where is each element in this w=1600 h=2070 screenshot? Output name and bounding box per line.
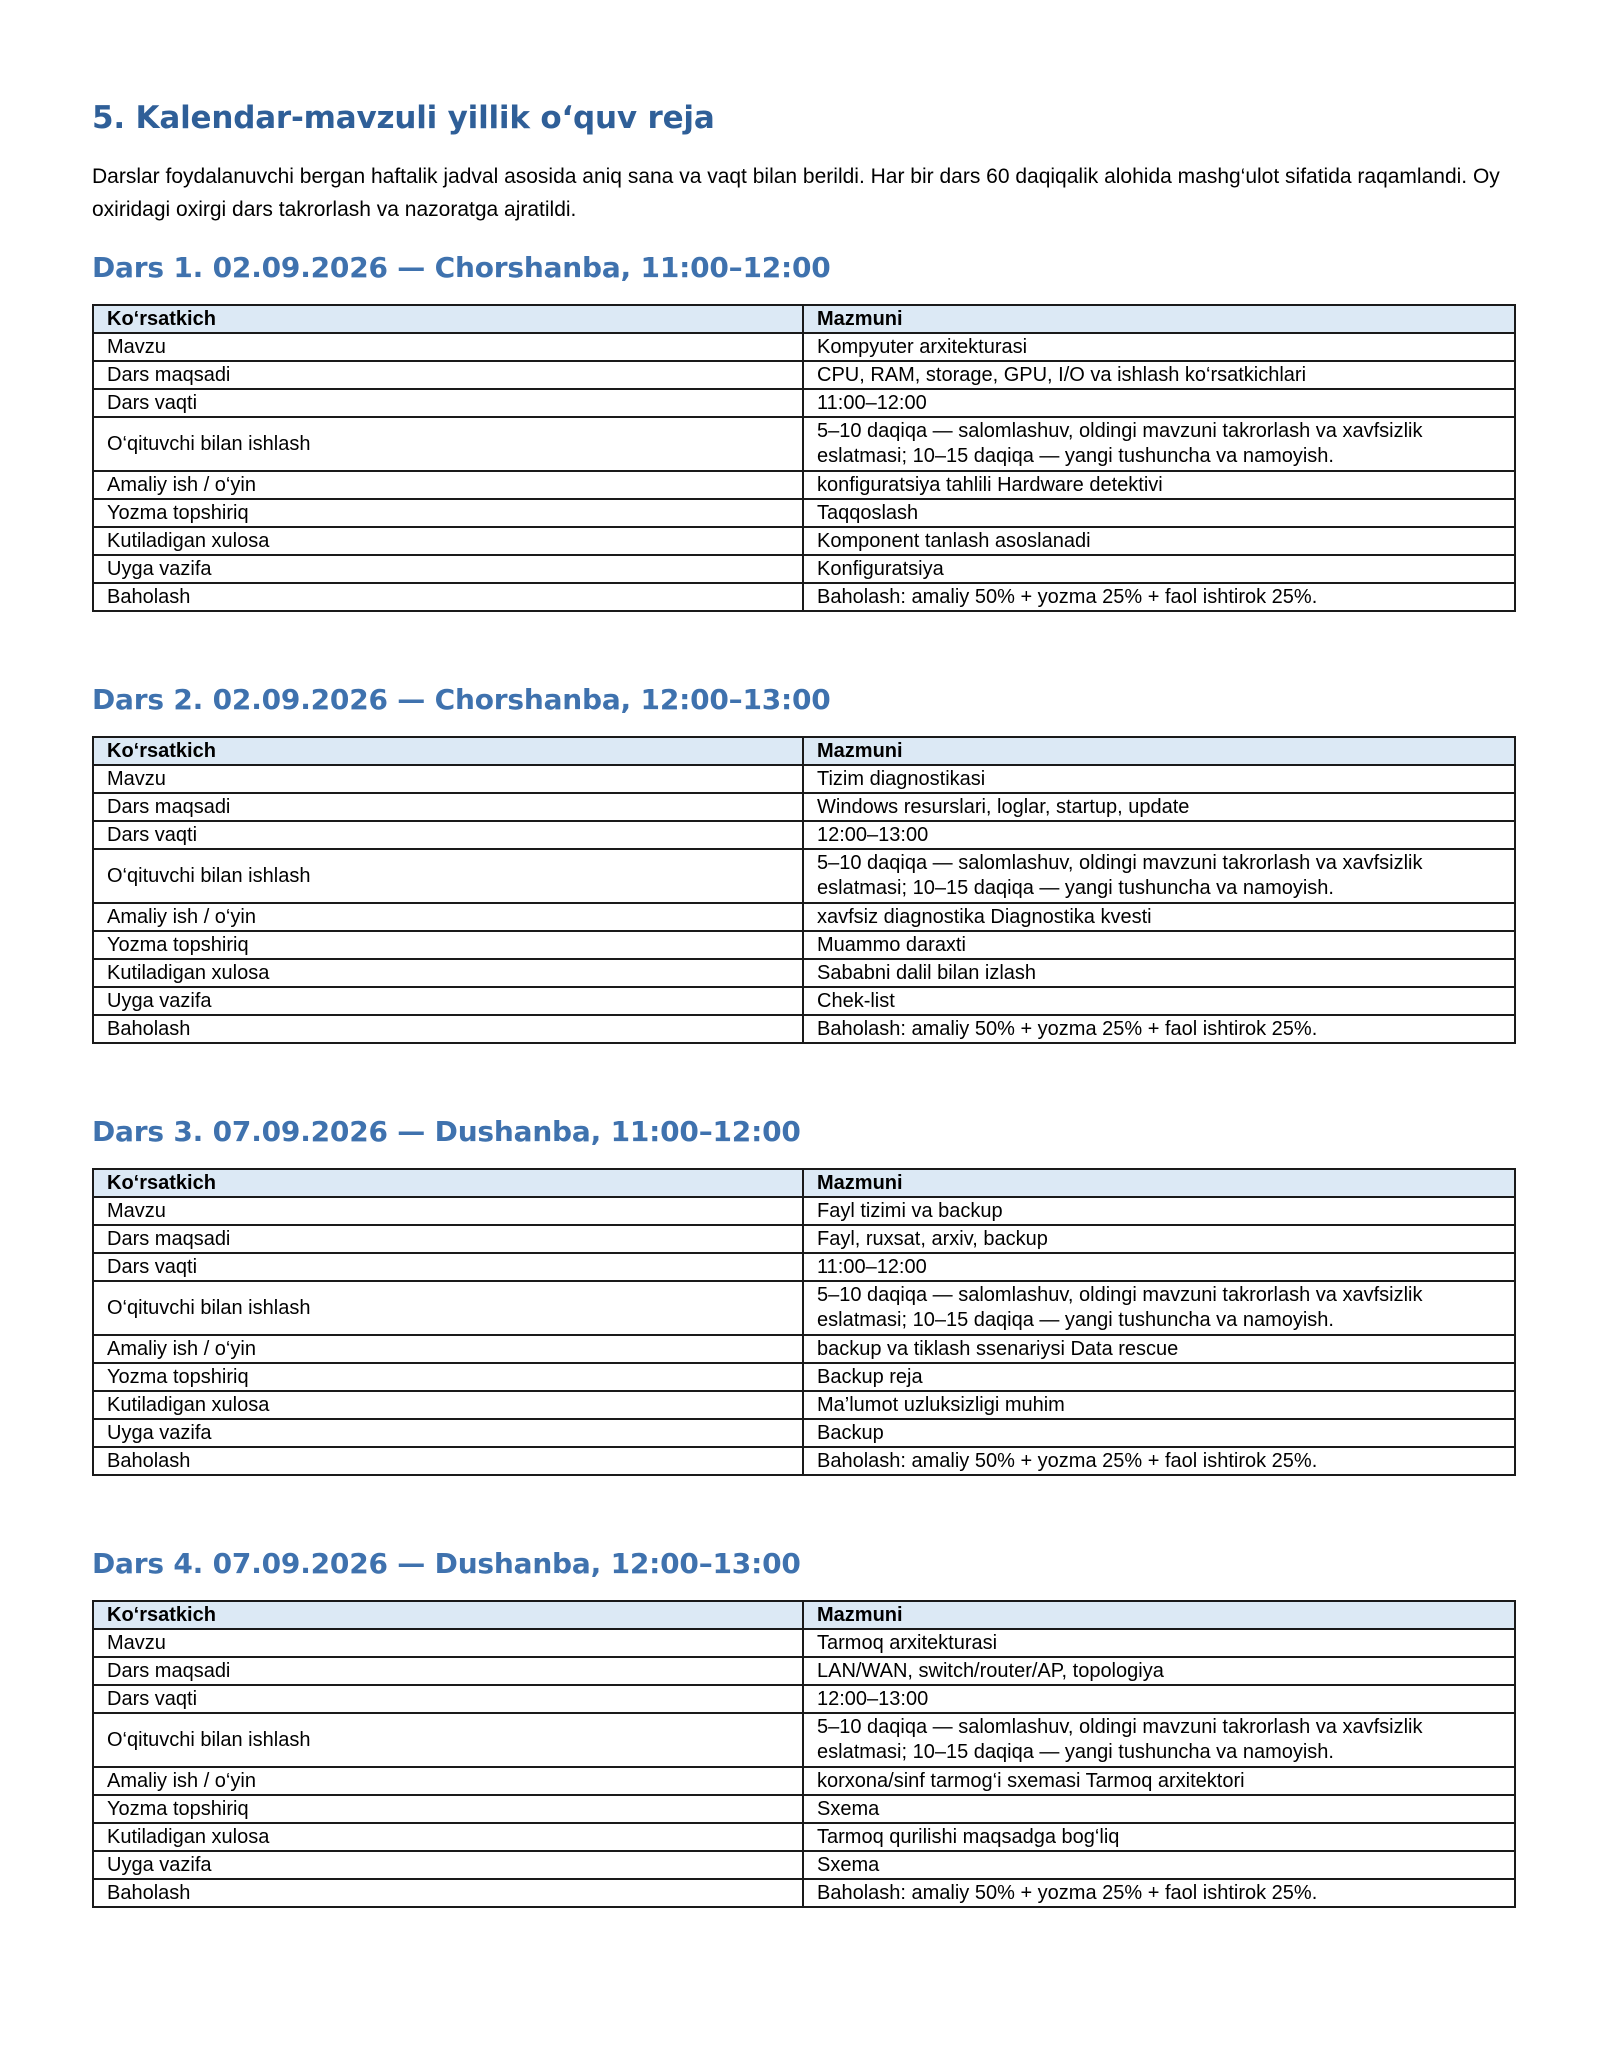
teacher-work-line: 5–10 daqiqa — salomlashuv, oldingi mavzuni takrorlash va xavfsizlik [817,852,1423,874]
table-row [93,1685,1515,1713]
table-row [93,1657,1515,1685]
row-value [803,417,1515,471]
table-header-row [93,1169,1515,1197]
table-header-row [93,305,1515,333]
teacher-work-line: eslatmasi; 10–15 daqiqa — yangi tushuncha va namoyish. [817,445,1334,467]
table-row [93,1629,1515,1657]
intro-paragraph: Darslar foydalanuvchi bergan haftalik jadval asosida aniq sana va vaqt bilan berildi. Har bir dars 60 daqiqalik alohida mashg‘ulot sifatida raqamlandi. Oy oxiridagi oxirgi dars takrorlash va nazoratga ajratildi. [92,165,1500,221]
row-label: Baholash [93,1447,803,1475]
row-value: Baholash: amaliy 50% + yozma 25% + faol ishtirok 25%. [803,1015,1515,1043]
row-value: Sxema [803,1851,1515,1879]
row-label: O‘qituvchi bilan ishlash [93,849,803,903]
lesson-heading: Dars 4. 07.09.2026 — Dushanba, 12:00–13:00 [92,1547,801,1580]
row-label: Amaliy ish / o‘yin [93,1767,803,1795]
table-row [93,987,1515,1015]
header-content: Mazmuni [803,1169,1515,1197]
lesson-section [92,252,1512,612]
row-value: Tarmoq qurilishi maqsadga bog‘liq [803,1823,1515,1851]
table-row [93,903,1515,931]
row-label: Uyga vazifa [93,1419,803,1447]
lesson-table [92,1168,1516,1476]
row-value: Kompyuter arxitekturasi [803,333,1515,361]
lesson-table [92,736,1516,1044]
row-value: Konfiguratsiya [803,555,1515,583]
table-row [93,1015,1515,1043]
row-label: Dars maqsadi [93,361,803,389]
table-row [93,1281,1515,1335]
lesson-section [92,1548,1512,1908]
teacher-work-line: eslatmasi; 10–15 daqiqa — yangi tushuncha va namoyish. [817,1309,1334,1331]
header-content: Mazmuni [803,737,1515,765]
table-row [93,527,1515,555]
row-label: Kutiladigan xulosa [93,1391,803,1419]
table-row [93,1197,1515,1225]
table-row [93,555,1515,583]
row-value: Tizim diagnostikasi [803,765,1515,793]
lesson-heading: Dars 1. 02.09.2026 — Chorshanba, 11:00–12:00 [92,251,831,284]
table-row [93,1447,1515,1475]
table-row [93,499,1515,527]
lesson-heading: Dars 3. 07.09.2026 — Dushanba, 11:00–12:00 [92,1115,801,1148]
row-value [803,1281,1515,1335]
row-label: Mavzu [93,765,803,793]
row-value: backup va tiklash ssenariysi Data rescue [803,1335,1515,1363]
row-label: Baholash [93,1015,803,1043]
row-label: Baholash [93,1879,803,1907]
teacher-work-line: 5–10 daqiqa — salomlashuv, oldingi mavzuni takrorlash va xavfsizlik [817,1284,1423,1306]
row-label: Dars vaqti [93,389,803,417]
row-value: Komponent tanlash asoslanadi [803,527,1515,555]
table-row [93,1851,1515,1879]
row-label: Yozma topshiriq [93,931,803,959]
row-label: Uyga vazifa [93,1851,803,1879]
table-row [93,361,1515,389]
row-value: Sababni dalil bilan izlash [803,959,1515,987]
header-indicator: Ko‘rsatkich [93,1601,803,1629]
row-label: Baholash [93,583,803,611]
header-indicator: Ko‘rsatkich [93,305,803,333]
row-label: Yozma topshiriq [93,499,803,527]
table-row [93,793,1515,821]
teacher-work-line: 5–10 daqiqa — salomlashuv, oldingi mavzuni takrorlash va xavfsizlik [817,420,1423,442]
lesson-table [92,1600,1516,1908]
table-row [93,1335,1515,1363]
row-label: Amaliy ish / o‘yin [93,471,803,499]
row-label: Kutiladigan xulosa [93,1823,803,1851]
section-title: 5. Kalendar-mavzuli yillik o‘quv reja [92,100,715,136]
row-label: Kutiladigan xulosa [93,527,803,555]
row-value: Tarmoq arxitekturasi [803,1629,1515,1657]
row-label: Mavzu [93,1629,803,1657]
table-row [93,417,1515,471]
table-row [93,583,1515,611]
lesson-table [92,304,1516,612]
header-content: Mazmuni [803,305,1515,333]
table-row [93,1363,1515,1391]
teacher-work-line: 5–10 daqiqa — salomlashuv, oldingi mavzuni takrorlash va xavfsizlik [817,1716,1423,1738]
row-value: korxona/sinf tarmog‘i sxemasi Tarmoq arxitektori [803,1767,1515,1795]
header-indicator: Ko‘rsatkich [93,1169,803,1197]
table-row [93,959,1515,987]
row-value: konfiguratsiya tahlili Hardware detektivi [803,471,1515,499]
row-value: 11:00–12:00 [803,389,1515,417]
table-row [93,389,1515,417]
row-value: Baholash: amaliy 50% + yozma 25% + faol ishtirok 25%. [803,1879,1515,1907]
row-label: Dars maqsadi [93,793,803,821]
table-row [93,471,1515,499]
table-row [93,1253,1515,1281]
table-header-row [93,737,1515,765]
row-label: O‘qituvchi bilan ishlash [93,1281,803,1335]
row-value: 12:00–13:00 [803,1685,1515,1713]
row-label: O‘qituvchi bilan ishlash [93,417,803,471]
row-label: Mavzu [93,333,803,361]
row-value: xavfsiz diagnostika Diagnostika kvesti [803,903,1515,931]
lesson-section [92,1116,1512,1476]
row-label: Amaliy ish / o‘yin [93,903,803,931]
row-label: Kutiladigan xulosa [93,959,803,987]
table-row [93,1419,1515,1447]
table-row [93,1225,1515,1253]
row-label: Yozma topshiriq [93,1363,803,1391]
row-value: Baholash: amaliy 50% + yozma 25% + faol ishtirok 25%. [803,1447,1515,1475]
table-row [93,1879,1515,1907]
row-value [803,1713,1515,1767]
row-value: Baholash: amaliy 50% + yozma 25% + faol ishtirok 25%. [803,583,1515,611]
row-label: Dars maqsadi [93,1657,803,1685]
row-value [803,849,1515,903]
row-label: Amaliy ish / o‘yin [93,1335,803,1363]
row-label: Dars vaqti [93,1685,803,1713]
row-value: Fayl tizimi va backup [803,1197,1515,1225]
row-label: Uyga vazifa [93,555,803,583]
teacher-work-line: eslatmasi; 10–15 daqiqa — yangi tushuncha va namoyish. [817,877,1334,899]
header-content: Mazmuni [803,1601,1515,1629]
table-row [93,821,1515,849]
table-row [93,333,1515,361]
table-row [93,1823,1515,1851]
row-label: O‘qituvchi bilan ishlash [93,1713,803,1767]
row-value: Sxema [803,1795,1515,1823]
row-label: Dars maqsadi [93,1225,803,1253]
table-row [93,765,1515,793]
row-value: Windows resurslari, loglar, startup, update [803,793,1515,821]
table-row [93,1391,1515,1419]
row-value: Backup [803,1419,1515,1447]
table-row [93,1795,1515,1823]
table-row [93,1713,1515,1767]
row-label: Mavzu [93,1197,803,1225]
row-value: Taqqoslash [803,499,1515,527]
header-indicator: Ko‘rsatkich [93,737,803,765]
lesson-section [92,684,1512,1044]
teacher-work-line: eslatmasi; 10–15 daqiqa — yangi tushuncha va namoyish. [817,1741,1334,1763]
row-value: 12:00–13:00 [803,821,1515,849]
lesson-heading: Dars 2. 02.09.2026 — Chorshanba, 12:00–13:00 [92,683,831,716]
row-value: Muammo daraxti [803,931,1515,959]
row-value: Chek-list [803,987,1515,1015]
row-label: Dars vaqti [93,1253,803,1281]
row-value: Fayl, ruxsat, arxiv, backup [803,1225,1515,1253]
row-value: LAN/WAN, switch/router/AP, topologiya [803,1657,1515,1685]
row-value: Backup reja [803,1363,1515,1391]
row-label: Uyga vazifa [93,987,803,1015]
table-row [93,931,1515,959]
row-value: 11:00–12:00 [803,1253,1515,1281]
table-row [93,1767,1515,1795]
row-label: Yozma topshiriq [93,1795,803,1823]
table-header-row [93,1601,1515,1629]
row-label: Dars vaqti [93,821,803,849]
row-value: Ma’lumot uzluksizligi muhim [803,1391,1515,1419]
table-row [93,849,1515,903]
row-value: CPU, RAM, storage, GPU, I/O va ishlash ko‘rsatkichlari [803,361,1515,389]
